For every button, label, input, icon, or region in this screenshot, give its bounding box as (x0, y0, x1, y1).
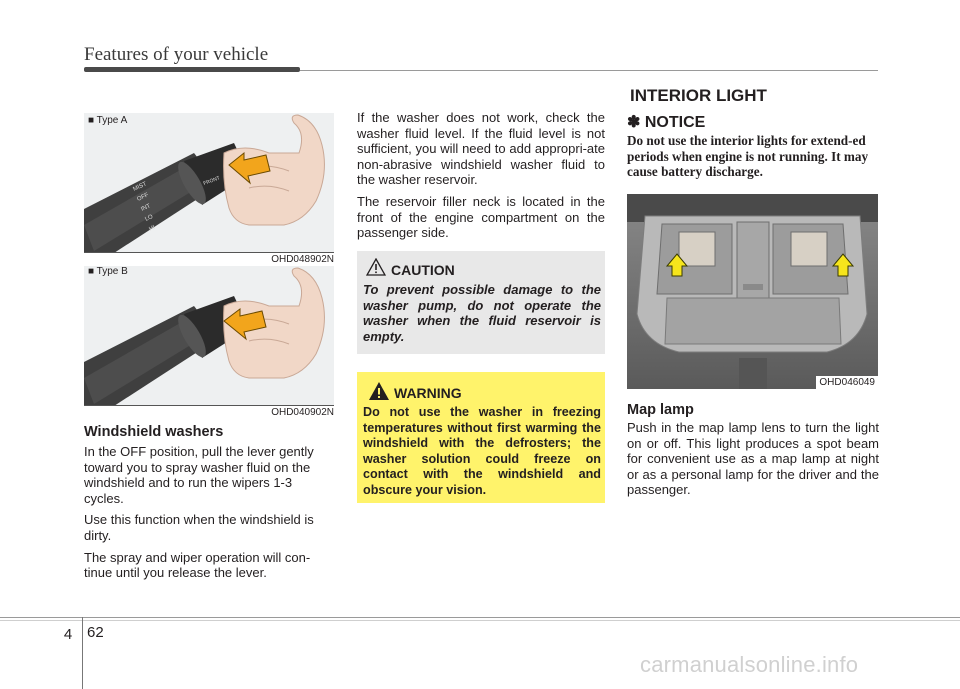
warning-title: WARNING (394, 385, 462, 401)
header-rule-thin (300, 70, 878, 71)
figure-b-caption: OHD040902N (271, 407, 334, 418)
notice-star-icon: ✽ (627, 114, 641, 131)
page-number: 62 (87, 624, 104, 641)
lever-label-int: INT (140, 203, 152, 213)
square-bullet-icon: ■ (88, 115, 95, 126)
map-lamp-caption: OHD046049 (816, 376, 878, 389)
warning-text: Do not use the washer in freezing temperatures without first warming the windshield with the defrosters; the washer solution could freeze on contact with the windshield and obscure your vision. (363, 405, 601, 497)
header-rule-thick (84, 67, 300, 72)
windshield-washers-heading: Windshield washers (84, 424, 224, 440)
notice-heading (627, 112, 705, 132)
left-column-body (84, 444, 334, 587)
footer-rule (0, 617, 960, 618)
lever-label-hi: HI (148, 224, 157, 233)
page-header-title: Features of your vehicle (84, 44, 269, 65)
paragraph: In the OFF position, pull the lever gently toward you to spray washer fluid on the windshield and to run the wipers 1-3 cycles. (84, 444, 314, 506)
paragraph: The reservoir filler neck is located in the front of the engine compartment on the passenger side. (357, 193, 605, 241)
figure-a-rule (84, 252, 334, 253)
paragraph: If the washer does not work, check the washer fluid level. If the fluid level is not sufficient, you will need to add appropri-ate non-abrasive windshield washer fluid to the washer reservoir. (357, 110, 605, 188)
wiper-lever-illustration-a (84, 113, 334, 253)
caution-title: CAUTION (391, 262, 455, 278)
middle-column-body (357, 110, 605, 247)
notice-title: NOTICE (644, 114, 706, 131)
figure-type-b (84, 266, 334, 406)
figure-a-caption: OHD048902N (271, 254, 334, 265)
paragraph: The spray and wiper operation will con-tinue until you release the lever. (84, 549, 311, 581)
figure-b-type-label: ■ Type B (88, 266, 128, 277)
wiper-lever-illustration-b (84, 266, 334, 406)
caution-triangle-icon (366, 258, 386, 276)
figure-type-a (84, 113, 334, 253)
caution-text: To prevent possible damage to the washer pump, do not operate the washer when the fluid reservoir is empty. (363, 282, 601, 344)
figure-a-type-label: ■ Type A (88, 115, 128, 126)
footer-rule-secondary (0, 620, 960, 621)
map-lamp-heading: Map lamp (627, 402, 694, 418)
lever-label-off: OFF (136, 192, 150, 203)
warning-triangle-icon (368, 381, 390, 401)
lever-label-mist: MIST (132, 181, 148, 193)
paragraph: Use this function when the windshield is dirty. (84, 512, 314, 543)
interior-light-heading: INTERIOR LIGHT (630, 86, 767, 105)
lever-label-front: FRONT (202, 175, 221, 187)
square-bullet-icon: ■ (88, 266, 95, 277)
notice-text: Do not use the interior lights for extend-ed periods when engine is not running. It may cause battery discharge. (627, 133, 869, 179)
figure-b-rule (84, 405, 334, 406)
footer-divider (82, 617, 83, 689)
chapter-number: 4 (63, 626, 73, 643)
overhead-console-illustration (627, 194, 878, 389)
lever-label-lo: LO (144, 213, 155, 223)
watermark: carmanualsonline.info (640, 652, 859, 677)
map-lamp-figure (627, 194, 878, 389)
map-lamp-text: Push in the map lamp lens to turn the light on or off. This light produces a spot beam for convenient use as a map lamp at night or as a personal lamp for the driver and the passenger. (627, 420, 879, 498)
